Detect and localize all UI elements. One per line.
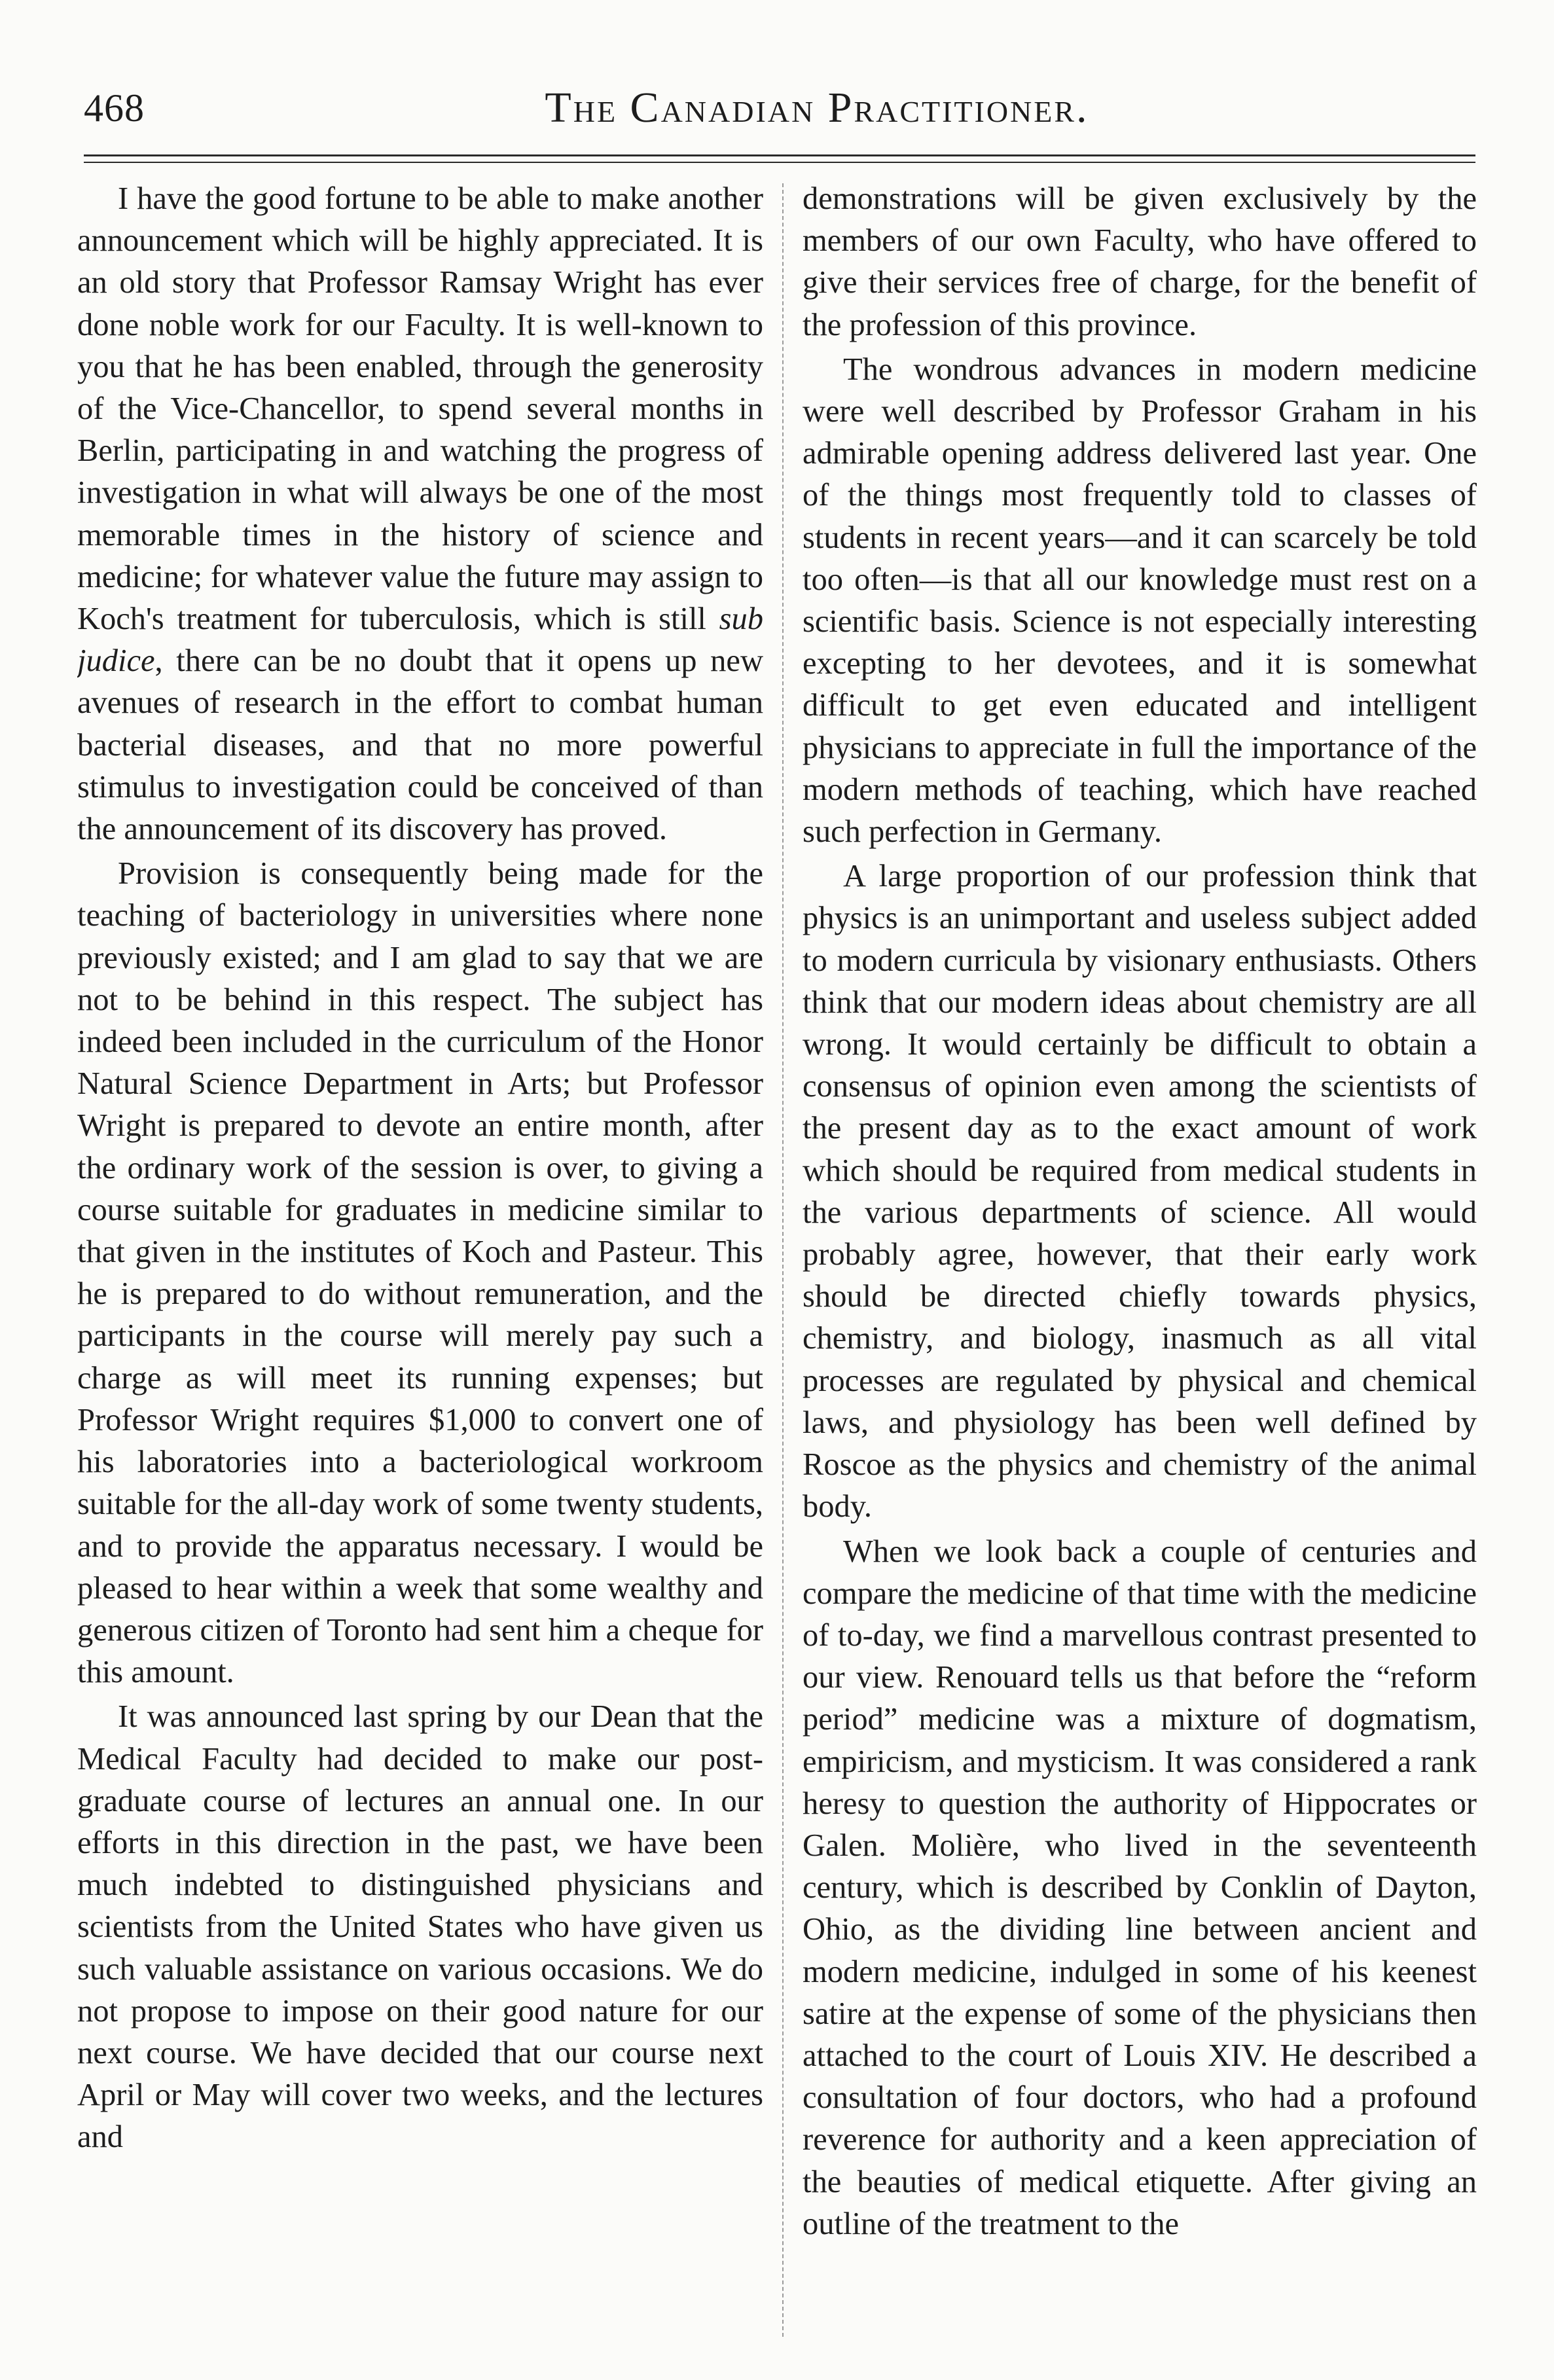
running-header (84, 79, 1470, 137)
paragraph-continued: demonstrations will be given exclusively by the members of our own Faculty, who have offered to give their services free of charge, for the benefit of the profession of this province. (803, 181, 1477, 342)
paragraph-koch-bacteriology: I have the good fortune to be able to make another announcement which will be highly appreciated. It is an old story that Professor Ramsay Wright has ever done noble work for our Faculty. It is well-known to you that he has been enabled, through the generosity of the Vice-Chancellor, to spend several months in Berlin, participating in and watching the progress of investigation in what will always be one of the most memorable times in the history of science and medicine; for whatever value the future may assign to Koch's treatment for tuberculosis, which is still sub judice, there can be no doubt that it opens up new avenues of research in the effort to combat human bacterial diseases, and that no more powerful stimulus to investigation could be conceived of than the announcement of its discovery has proved. (77, 181, 763, 847)
italic-phrase: sub judice (77, 602, 763, 679)
page-number: 468 (84, 86, 145, 130)
header-double-rule (84, 154, 1475, 163)
paragraph-physics-chemistry: A large proportion of our profession think that physics is an unimportant and useless subject added to modern curricula by visionary enthusiasts. Others think that our modern ideas about chemistry are all wrong. It would certainly be difficult to obtain a consensus of opinion even among the scientists of the present day as to the exact amount of work which should be required from medical students in the various departments of science. All would probably agree, however, that their early work should be directed chiefly towards physics, chemistry, and biology, inasmuch as all vital processes are regulated by physical and chemical laws, and physiology has been well defined by Roscoe as the physics and chemistry of the animal body. (803, 859, 1477, 1524)
column-divider (782, 183, 784, 2337)
left-column (77, 178, 763, 2345)
paragraph-modern-medicine: The wondrous advances in modern medicine were well described by Professor Graham in his admirable opening address delivered last year. One of the things most frequently told to classes of students in recent years—and it can scarcely be told too often—is that all our knowledge must rest on a scientific basis. Science is not especially interesting excepting to her devotees, and it is somewhat difficult to get even educated and intelligent physicians to appreciate in full the importance of the modern methods of teaching, which have reached such perfection in Germany. (803, 352, 1477, 850)
paragraph-history-of-medicine: When we look back a couple of centuries and compare the medicine of that time with the medicine of to-day, we find a marvellous contrast presented to our view. Renouard tells us that before the “reform period” medicine was a mixture of dogmatism, empiricism, and mysticism. It was considered a rank heresy to question the authority of Hippocrates or Galen. Molière, who lived in the seventeenth century, which is described by Conklin of Dayton, Ohio, as the dividing line between ancient and modern medicine, indulged in some of his keenest satire at the expense of some of the physicians then attached to the court of Louis XIV. He described a consultation of four doctors, who had a profound reverence for authority and a keen appreciation of the beauties of medical etiquette. After giving an outline of the treatment to the (803, 1534, 1477, 2241)
running-title: The Canadian Practitioner. (545, 84, 1089, 132)
paragraph-postgraduate-course: It was announced last spring by our Dean that the Medical Faculty had decided to make our post-graduate course of lectures an annual one. In our efforts in this direction in the past, we have been much indebted to distinguished physicians and scientists from the United States who have given us such valuable assistance on various occasions. We do not propose to impose on their good nature for our next course. We have decided that our course next April or May will cover two weeks, and the lectures and (77, 1699, 763, 2155)
right-column (803, 178, 1477, 2345)
paragraph-bacteriology-course: Provision is consequently being made for the teaching of bacteriology in universities where none previously existed; and I am glad to say that we are not to be behind in this respect. The subject has indeed been included in the curriculum of the Honor Natural Science Department in Arts; but Professor Wright is prepared to devote an entire month, after the ordinary work of the session is over, to giving a course suitable for graduates in medicine similar to that given in the institutes of Koch and Pasteur. This he is prepared to do without remuneration, and the participants in the course will merely pay such a charge as will meet its running expenses; but Professor Wright requires $1,000 to convert one of his laboratories into a bacteriological workroom suitable for the all-day work of some twenty students, and to provide the apparatus necessary. I would be pleased to hear within a week that some wealthy and generous citizen of Toronto had sent him a cheque for this amount. (77, 856, 763, 1690)
